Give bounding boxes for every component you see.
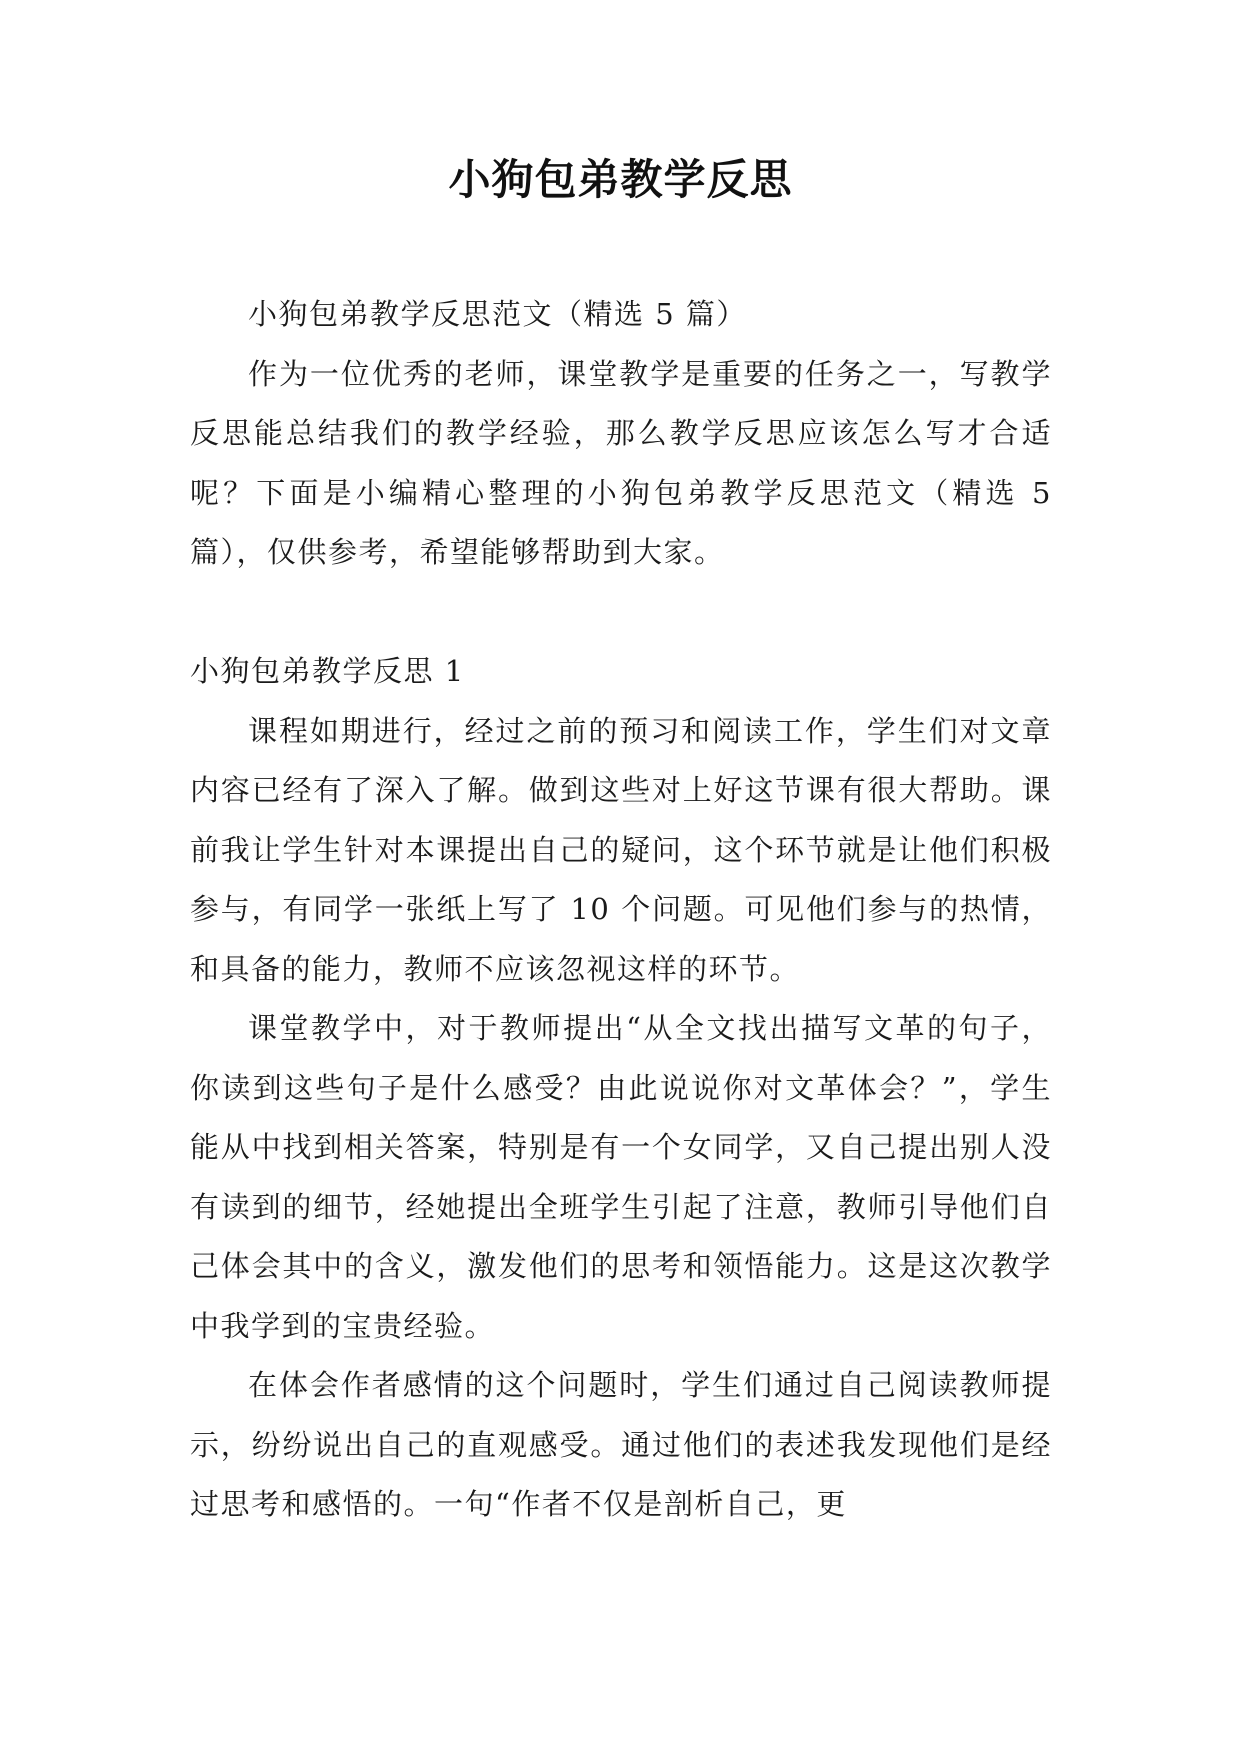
- paragraph-spacer: [190, 583, 1052, 643]
- intro-subtitle: 小狗包弟教学反思范文（精选 5 篇）: [248, 297, 747, 331]
- body-paragraph: 课程如期进行，经过之前的预习和阅读工作，学生们对文章内容已经有了深入了解。做到这些对上好这节课有很大帮助。课前我让学生针对本课提出自己的疑问，这个环节就是让他们积极参与，有同学一张纸上写了 10 个问题。可见他们参与的热情，和具备的能力，教师不应该忽视这样的环节。: [190, 713, 1052, 986]
- body-paragraph: 课堂教学中，对于教师提出“从全文找出描写文革的句子，你读到这些句子是什么感受？由此说说你对文革体会？”，学生能从中找到相关答案，特别是有一个女同学，又自己提出别人没有读到的细节，经她提出全班学生引起了注意，教师引导他们自己体会其中的含义，激发他们的思考和领悟能力。这是这次教学中我学到的宝贵经验。: [190, 1011, 1052, 1343]
- section-heading: 小狗包弟教学反思 1: [190, 654, 465, 688]
- document-title: 小狗包弟教学反思: [448, 155, 793, 204]
- document-body: [190, 285, 1052, 1535]
- body-paragraph: 在体会作者感情的这个问题时，学生们通过自己阅读教师提示，纷纷说出自己的直观感受。通过他们的表述我发现他们是经过思考和感悟的。一句“作者不仅是剖析自己，更: [190, 1368, 1052, 1521]
- intro-paragraph: 作为一位优秀的老师，课堂教学是重要的任务之一，写教学反思能总结我们的教学经验，那么教学反思应该怎么写才合适呢？下面是小编精心整理的小狗包弟教学反思范文（精选 5 篇），仅供参考，希望能够帮助到大家。: [190, 356, 1052, 569]
